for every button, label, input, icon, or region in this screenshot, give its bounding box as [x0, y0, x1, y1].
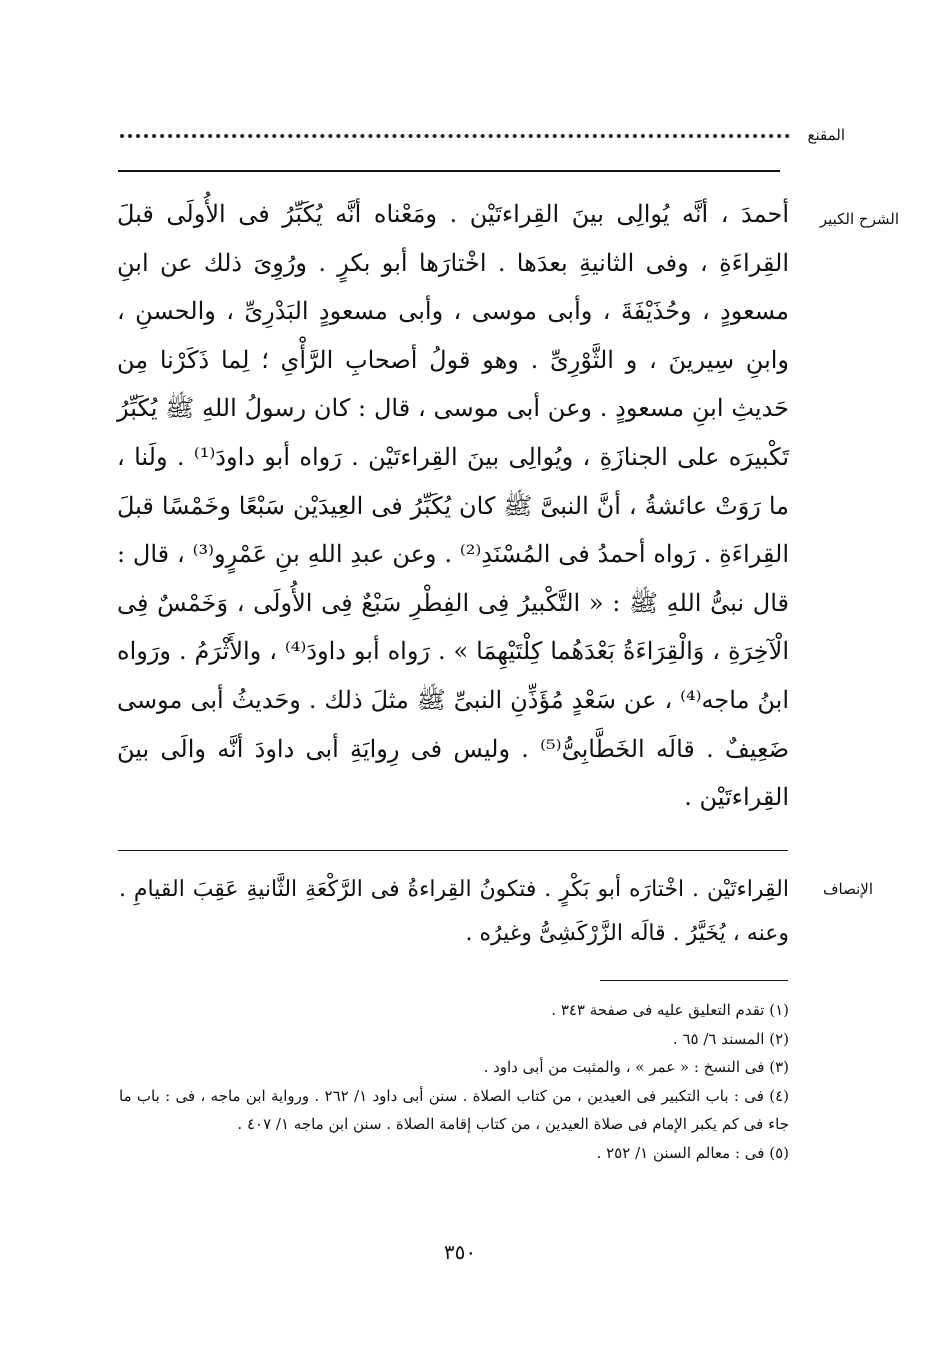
footnote-1: (١) تقدم التعليق عليه فى صفحة ٣٤٣ . — [551, 1001, 789, 1019]
header-book-title: المقنع — [807, 126, 845, 144]
footnote-5: (٥) فى : معالم السنن ١/ ٢٥٢ . — [596, 1143, 789, 1162]
insaf-section-label: الإنصاف — [822, 880, 873, 898]
footnote-2: (٢) المسند ٦/ ٦٥ . — [672, 1029, 789, 1048]
insaf-text-block — [119, 868, 789, 956]
section-divider — [118, 850, 788, 851]
footnote-rule — [600, 980, 788, 981]
footnote-4: (٤) فى : باب التكبير فى العيدين ، من كتاب الصلاة . سنن أبى داود ١/ ٢٦٢ . ورواية ابن ماجه ، فى : باب ما جاء فى كم يكبر الإمام فى صلاة العيدين ، من كتاب إقامة الصلاة . سنن ابن ماجه ١/ ٤٠٧ . — [119, 1086, 790, 1133]
sharh-section-label: الشرح الكبير — [819, 210, 899, 228]
sharh-text-block — [117, 190, 789, 822]
footnotes — [119, 996, 789, 1167]
header-dotted-rule — [120, 134, 790, 138]
header-rule — [118, 170, 780, 172]
page-number: ٣٥٠ — [443, 1240, 477, 1264]
sharh-paragraph: أحمدَ ، أنَّه يُوالِى بينَ القِراءتَيْن . ومَعْناه أنَّه يُكَبِّرُ فى الأُولَى قبلَ القِراءَةِ ، وفى الثانيةِ بعدَها . اخْتارَها أبو بكرٍ . ورُوِىَ ذلك عن ابنِ مسعودٍ ، وحُذَيْفَةَ ، وأبى موسى ، وأبى مسعودٍ البَدْرِىِّ ، والحسنِ ، وابنِ سِيرينَ ، و الثَّوْرِىِّ . وهو قولُ أصحابِ الرَّأْىِ ؛ لِما ذَكَرْنا مِن حَديثِ ابنِ مسعودٍ . وعن أبى موسى ، قال : كان رسولُ اللهِ ﷺ يُكَبِّرُ تَكْبيرَه على الجنازَةِ ، ويُوالِى بينَ القِراءتَيْن . رَواه أبو داودَ⁽¹⁾ . ولَنا ، ما رَوَتْ عائشةُ ، أنَّ النبىَّ ﷺ كان يُكَبِّرُ فى العِيدَيْن سَبْعًا وخَمْسًا قبلَ القِراءَةِ . رَواه أحمدُ فى المُسْنَدِ⁽²⁾ . وعن عبدِ اللهِ بنِ عَمْرٍو⁽³⁾ ، قال : قال نبىُّ اللهِ ﷺ : « التَّكْبيرُ فِى الفِطْرِ سَبْعٌ فِى الأُولَى ، وَخَمْسٌ فِى الْآخِرَةِ ، وَالْقِرَاءَةُ بَعْدَهُما كِلْتَيْهِمَا » . رَواه أبو داودَ⁽⁴⁾ ، والأَثْرَمُ . ورَواه ابنُ ماجه⁽⁴⁾ ، عن سَعْدٍ مُؤَذِّنِ النبىِّ ﷺ مثلَ ذلك . وحَديثُ أبى موسى ضَعِيفٌ . قالَه الخَطَّابِىُّ⁽⁵⁾ . وليس فى رِوايَةِ أبى داودَ أنَّه والَى بينَ القِراءتَيْن . — [117, 200, 790, 812]
insaf-paragraph: القِراءتَيْن . اخْتارَه أبو بَكْرٍ . فتكونُ القِراءةُ فى الرَّكْعَةِ الثَّانيةِ عَقِبَ القيامِ . وعنه ، يُخَيَّرُ . قالَه الزَّرْكَشِىُّ وغيرُه . — [119, 877, 789, 946]
footnote-3: (٣) فى النسخ : « عمر » ، والمثبت من أبى داود . — [483, 1058, 789, 1076]
